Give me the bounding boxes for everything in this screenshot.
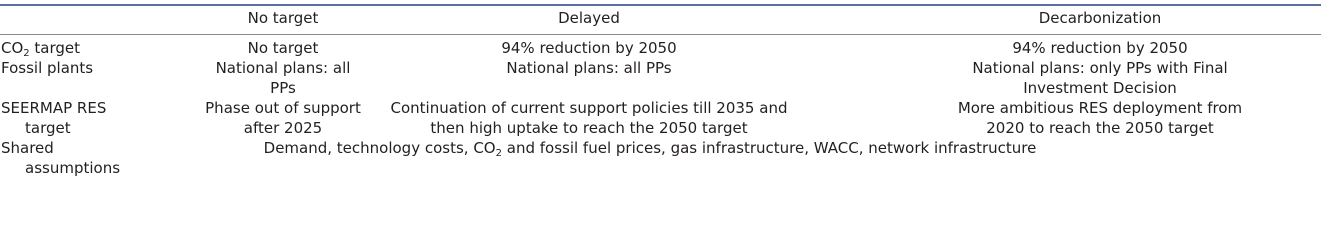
row-label-co2-target: $CO_2$ target <box>1 39 81 59</box>
seermap-decarbonization <box>910 98 1290 138</box>
seermap-no-target-line2: after 2025 <box>243 119 323 137</box>
seermap-label-line1: SEERMAP RES <box>1 99 107 117</box>
row-label-seermap-res-target <box>1 98 106 138</box>
shared-label-line2: assumptions <box>25 159 121 177</box>
fossil-no-target <box>183 58 383 98</box>
co2-delayed: 94% reduction by 2050 <box>501 39 677 57</box>
table-top-rule <box>0 4 1321 6</box>
seermap-decarbonization-line1: More ambitious RES deployment from <box>957 99 1243 117</box>
fossil-no-target-line2: PPs <box>270 79 296 97</box>
co2-no-target: No target <box>247 39 319 57</box>
seermap-decarbonization-line2: 2020 to reach the 2050 target <box>986 119 1214 137</box>
fossil-decarbonization <box>910 58 1290 98</box>
co2-decarbonization: 94% reduction by 2050 <box>1012 39 1188 57</box>
row-label-shared-assumptions <box>1 138 120 178</box>
fossil-delayed: National plans: all PPs <box>506 59 672 77</box>
row-label-fossil-plants: Fossil plants <box>1 59 94 77</box>
seermap-delayed <box>385 98 793 138</box>
shared-assumptions-text: Demand, technology costs, $CO_2$ and fossil fuel prices, gas infrastructure, WACC, network infrastructure <box>263 139 1037 159</box>
fossil-no-target-line1: National plans: all <box>215 59 351 77</box>
fossil-decarbonization-line2: Investment Decision <box>1023 79 1177 97</box>
header-rule <box>0 34 1321 35</box>
seermap-no-target <box>183 98 383 138</box>
header-delayed: Delayed <box>558 9 620 27</box>
header-no-target: No target <box>247 9 319 27</box>
seermap-label-line2: target <box>25 119 71 137</box>
header-decarbonization: Decarbonization <box>1038 9 1162 27</box>
fossil-decarbonization-line1: National plans: only PPs with Final <box>972 59 1228 77</box>
seermap-no-target-line1: Phase out of support <box>205 99 361 117</box>
shared-label-line1: Shared <box>1 139 54 157</box>
seermap-delayed-line1: Continuation of current support policies till 2035 and <box>390 99 788 117</box>
seermap-delayed-line2: then high uptake to reach the 2050 target <box>430 119 748 137</box>
